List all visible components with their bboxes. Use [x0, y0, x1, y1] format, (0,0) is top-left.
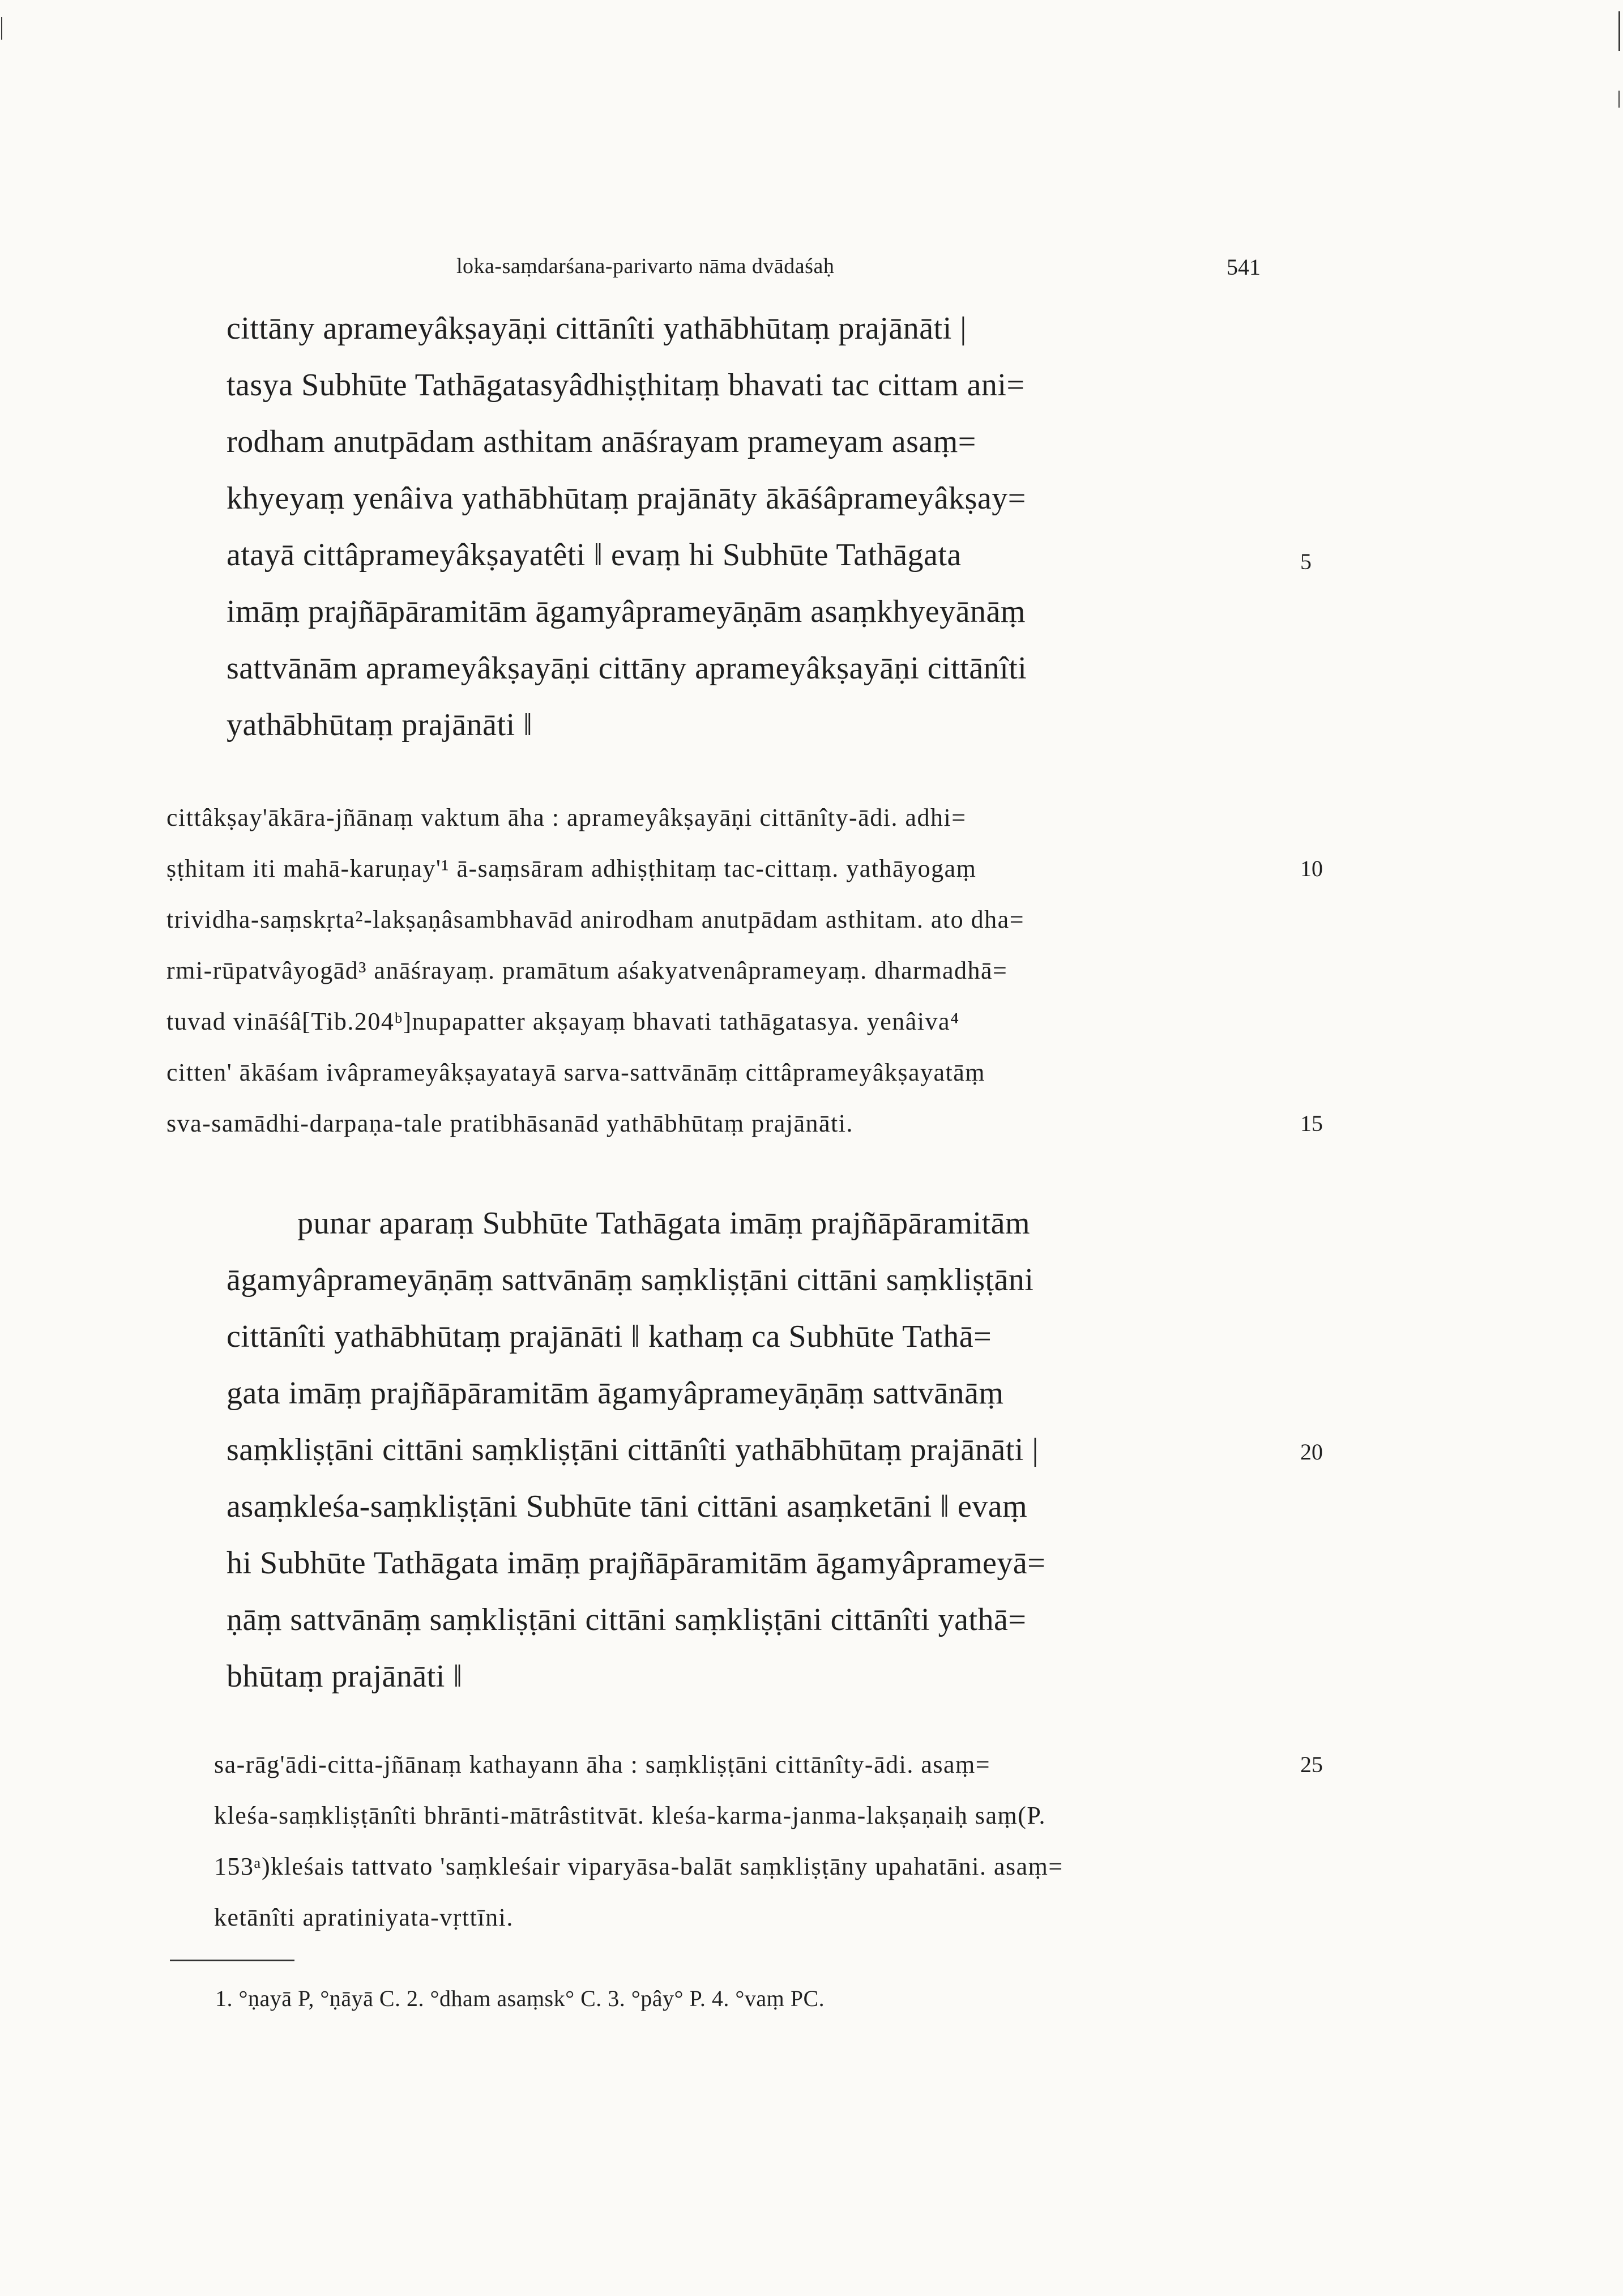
- main-text-paragraph-1: [227, 310, 1223, 775]
- line-number: 10: [1300, 856, 1323, 881]
- commentary-line: ṣṭhitam iti mahā-karuṇay'¹ ā-saṃsāram adhiṣṭhitaṃ tac-cittaṃ. yathāyogaṃ: [166, 855, 977, 882]
- line-number: 5: [1300, 549, 1312, 574]
- text-line: hi Subhūte Tathāgata imāṃ prajñāpāramitām āgamyâprameyā=: [227, 1546, 1046, 1581]
- commentary-line: citten' ākāśam ivâprameyâkṣayatayā sarva-sattvānāṃ cittâprameyâkṣayatāṃ: [166, 1059, 986, 1086]
- text-line: asaṃkleśa-saṃkliṣṭāni Subhūte tāni cittāni asaṃketāni ‖ evaṃ: [227, 1489, 1028, 1524]
- footnotes: 1. °ṇayā P, °ṇāyā C. 2. °dham asaṃsk° C. 3. °pây° P. 4. °vaṃ PC.: [215, 1986, 825, 2011]
- scan-margin-mark: [1618, 91, 1620, 108]
- text-line: cittāny aprameyâkṣayāṇi cittānîti yathābhūtaṃ prajānāti |: [227, 311, 967, 346]
- commentary-line: cittâkṣay'ākāra-jñānaṃ vaktum āha : aprameyâkṣayāṇi cittānîty-ādi. adhi=: [166, 804, 967, 831]
- footnote-rule: [170, 1960, 294, 1961]
- commentary-block-2: [214, 1750, 1290, 1943]
- commentary-line: sa-rāg'ādi-citta-jñānaṃ kathayann āha : saṃkliṣṭāni cittānîty-ādi. asaṃ=: [214, 1751, 991, 1778]
- line-number: 20: [1300, 1439, 1323, 1465]
- scan-margin-mark: [1, 17, 2, 40]
- commentary-line: tuvad vināśâ[Tib.204ᵇ]nupapatter akṣayaṃ bhavati tathāgatasya. yenâiva⁴: [166, 1008, 960, 1035]
- scan-margin-mark: [1618, 11, 1620, 51]
- commentary-line: 153ᵃ)kleśais tattvato 'saṃkleśair viparyāsa-balāt saṃkliṣṭāny upahatāni. asaṃ=: [214, 1853, 1064, 1880]
- commentary-line: ketānîti apratiniyata-vṛttīni.: [214, 1904, 514, 1931]
- commentary-line: trividha-saṃskṛta²-lakṣaṇâsambhavād anirodham anutpādam asthitam. ato dha=: [166, 906, 1025, 933]
- commentary-line: rmi-rūpatvâyogād³ anāśrayaṃ. pramātum aśakyatvenâprameyaṃ. dharmadhā=: [166, 957, 1008, 984]
- page-header: [0, 254, 1623, 293]
- text-line: rodham anutpādam asthitam anāśrayam prameyam asaṃ=: [227, 424, 976, 459]
- page-number: 541: [1227, 254, 1261, 280]
- text-line: atayā cittâprameyâkṣayatêti ‖ evaṃ hi Subhūte Tathāgata: [227, 537, 962, 573]
- text-line: gata imāṃ prajñāpāramitām āgamyâprameyāṇāṃ sattvānāṃ: [227, 1376, 1004, 1411]
- commentary-block-1: [166, 803, 1293, 1154]
- text-line: ṇāṃ sattvānāṃ saṃkliṣṭāni cittāni saṃkliṣṭāni cittānîti yathā=: [227, 1602, 1027, 1637]
- commentary-line: sva-samādhi-darpaṇa-tale pratibhāsanād yathābhūtaṃ prajānāti.: [166, 1109, 854, 1137]
- text-line: bhūtaṃ prajānāti ‖: [227, 1659, 463, 1694]
- commentary-line: kleśa-saṃkliṣṭānîti bhrānti-mātrâstitvāt. kleśa-karma-janma-lakṣaṇaiḥ saṃ(P.: [214, 1802, 1047, 1829]
- line-number: 15: [1300, 1111, 1323, 1136]
- text-line: cittānîti yathābhūtaṃ prajānāti ‖ kathaṃ ca Subhūte Tathā=: [227, 1319, 992, 1354]
- text-line: imāṃ prajñāpāramitām āgamyâprameyāṇām asaṃkhyeyānāṃ: [227, 594, 1026, 629]
- text-line: tasya Subhūte Tathāgatasyâdhiṣṭhitaṃ bhavati tac cittam ani=: [227, 368, 1025, 403]
- text-line: punar aparaṃ Subhūte Tathāgata imāṃ prajñāpāramitām: [297, 1206, 1031, 1241]
- running-title: loka-saṃdarśana-parivarto nāma dvādaśaḥ: [456, 254, 835, 278]
- line-number: 25: [1300, 1752, 1323, 1777]
- text-line: āgamyâprameyāṇāṃ sattvānāṃ saṃkliṣṭāni cittāni saṃkliṣṭāni: [227, 1262, 1034, 1298]
- text-line: yathābhūtaṃ prajānāti ‖: [227, 707, 533, 742]
- text-line: saṃkliṣṭāni cittāni saṃkliṣṭāni cittānîti yathābhūtaṃ prajānāti |: [227, 1432, 1039, 1467]
- text-line: khyeyaṃ yenâiva yathābhūtaṃ prajānāty ākāśâprameyâkṣay=: [227, 481, 1026, 516]
- text-line: sattvānām aprameyâkṣayāṇi cittāny aprameyâkṣayāṇi cittānîti: [227, 651, 1027, 686]
- main-text-paragraph-2: [227, 1205, 1223, 1726]
